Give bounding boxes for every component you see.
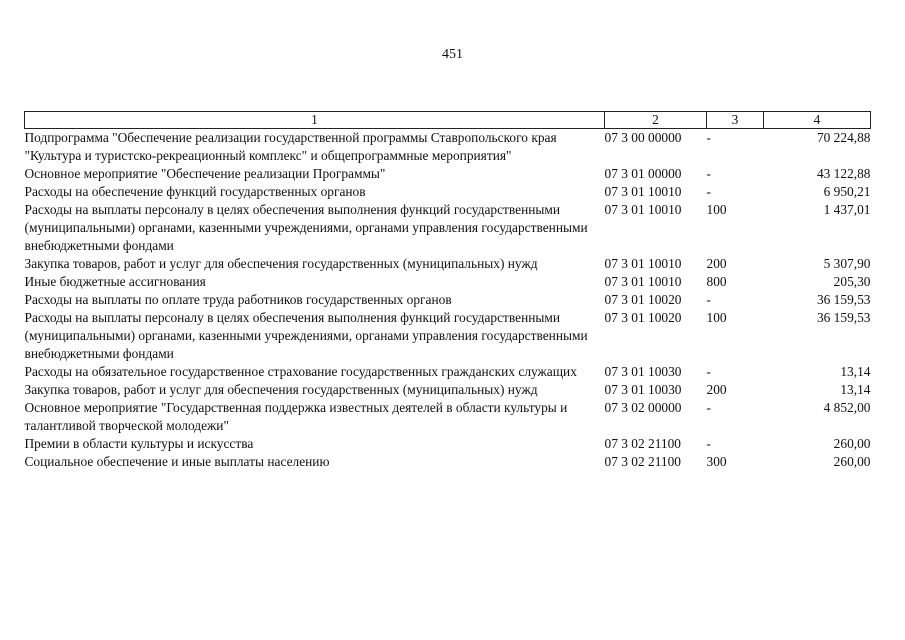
- row-name: Подпрограмма "Обеспечение реализации государственной программы Ставропольского края "Культура и туристско-рекреационный комплекс" и общепрограммные мероприятия": [24, 130, 557, 163]
- column-header-2: 2: [605, 112, 707, 129]
- row-name: Расходы на выплаты персоналу в целях обеспечения выполнения функций государственными (муниципальными) органами, казенными учреждениями, органами управления государственными внебюджетными фондами: [24, 202, 588, 253]
- row-name: Расходы на обязательное государственное страхование государственных гражданских служащих: [24, 364, 577, 379]
- column-header-1: 1: [25, 112, 605, 129]
- row-amount: 70 224,88: [816, 130, 871, 145]
- row-amount: 6 950,21: [823, 184, 871, 199]
- row-expense-type: 100: [706, 202, 727, 217]
- row-name: Социальное обеспечение и иные выплаты населению: [24, 454, 330, 469]
- table-row: [25, 435, 871, 453]
- row-name: Закупка товаров, работ и услуг для обеспечения государственных (муниципальных) нужд: [24, 382, 538, 397]
- row-expense-type: -: [706, 166, 711, 181]
- table-row: [25, 183, 871, 201]
- table-header: [25, 112, 871, 129]
- row-code: 07 3 01 00000: [604, 166, 682, 181]
- row-code: 07 3 01 10020: [604, 310, 682, 325]
- row-code: 07 3 02 21100: [604, 454, 681, 469]
- row-amount: 36 159,53: [816, 310, 871, 325]
- row-name: Расходы на обеспечение функций государственных органов: [24, 184, 366, 199]
- budget-table: [24, 111, 871, 471]
- row-expense-type: 100: [706, 310, 727, 325]
- row-amount: 5 307,90: [823, 256, 871, 271]
- row-name: Расходы на выплаты персоналу в целях обеспечения выполнения функций государственными (муниципальными) органами, казенными учреждениями, органами управления государственными внебюджетными фондами: [24, 310, 588, 361]
- row-name: Закупка товаров, работ и услуг для обеспечения государственных (муниципальных) нужд: [24, 256, 538, 271]
- table-row: [25, 291, 871, 309]
- row-expense-type: -: [706, 400, 711, 415]
- row-name: Премии в области культуры и искусства: [24, 436, 254, 451]
- row-amount: 260,00: [833, 454, 871, 469]
- row-name: Основное мероприятие "Обеспечение реализации Программы": [24, 166, 386, 181]
- row-amount: 43 122,88: [816, 166, 871, 181]
- row-expense-type: 300: [706, 454, 727, 469]
- row-name: Расходы на выплаты по оплате труда работников государственных органов: [24, 292, 452, 307]
- row-code: 07 3 00 00000: [604, 130, 682, 145]
- row-expense-type: 200: [706, 382, 727, 397]
- row-expense-type: 800: [706, 274, 727, 289]
- table-row: [25, 453, 871, 471]
- row-amount: 13,14: [840, 364, 871, 379]
- row-code: 07 3 01 10010: [604, 184, 682, 199]
- row-amount: 205,30: [833, 274, 871, 289]
- page-number: 451: [442, 47, 463, 62]
- table-row: [25, 255, 871, 273]
- row-amount: 260,00: [833, 436, 871, 451]
- table-row: [25, 309, 871, 363]
- row-expense-type: 200: [706, 256, 727, 271]
- table-row: [25, 381, 871, 399]
- row-code: 07 3 01 10030: [604, 364, 682, 379]
- row-code: 07 3 01 10010: [604, 274, 682, 289]
- row-amount: 1 437,01: [823, 202, 871, 217]
- column-header-4: 4: [764, 112, 871, 129]
- row-code: 07 3 02 00000: [604, 400, 682, 415]
- row-amount: 36 159,53: [816, 292, 871, 307]
- table-row: [25, 363, 871, 381]
- table-row: [25, 273, 871, 291]
- row-code: 07 3 02 21100: [604, 436, 681, 451]
- table-row: [25, 129, 871, 166]
- row-code: 07 3 01 10010: [604, 256, 682, 271]
- table-row: [25, 399, 871, 435]
- row-name: Иные бюджетные ассигнования: [24, 274, 206, 289]
- row-expense-type: -: [706, 292, 711, 307]
- row-amount: 4 852,00: [823, 400, 871, 415]
- row-expense-type: -: [706, 130, 711, 145]
- row-code: 07 3 01 10020: [604, 292, 682, 307]
- row-expense-type: -: [706, 436, 711, 451]
- row-code: 07 3 01 10010: [604, 202, 682, 217]
- row-name: Основное мероприятие "Государственная поддержка известных деятелей в области культуры и талантливой творческой молодежи": [24, 400, 568, 433]
- table-row: [25, 165, 871, 183]
- column-header-3: 3: [707, 112, 764, 129]
- row-code: 07 3 01 10030: [604, 382, 682, 397]
- row-expense-type: -: [706, 184, 711, 199]
- row-amount: 13,14: [840, 382, 871, 397]
- table-row: [25, 201, 871, 255]
- row-expense-type: -: [706, 364, 711, 379]
